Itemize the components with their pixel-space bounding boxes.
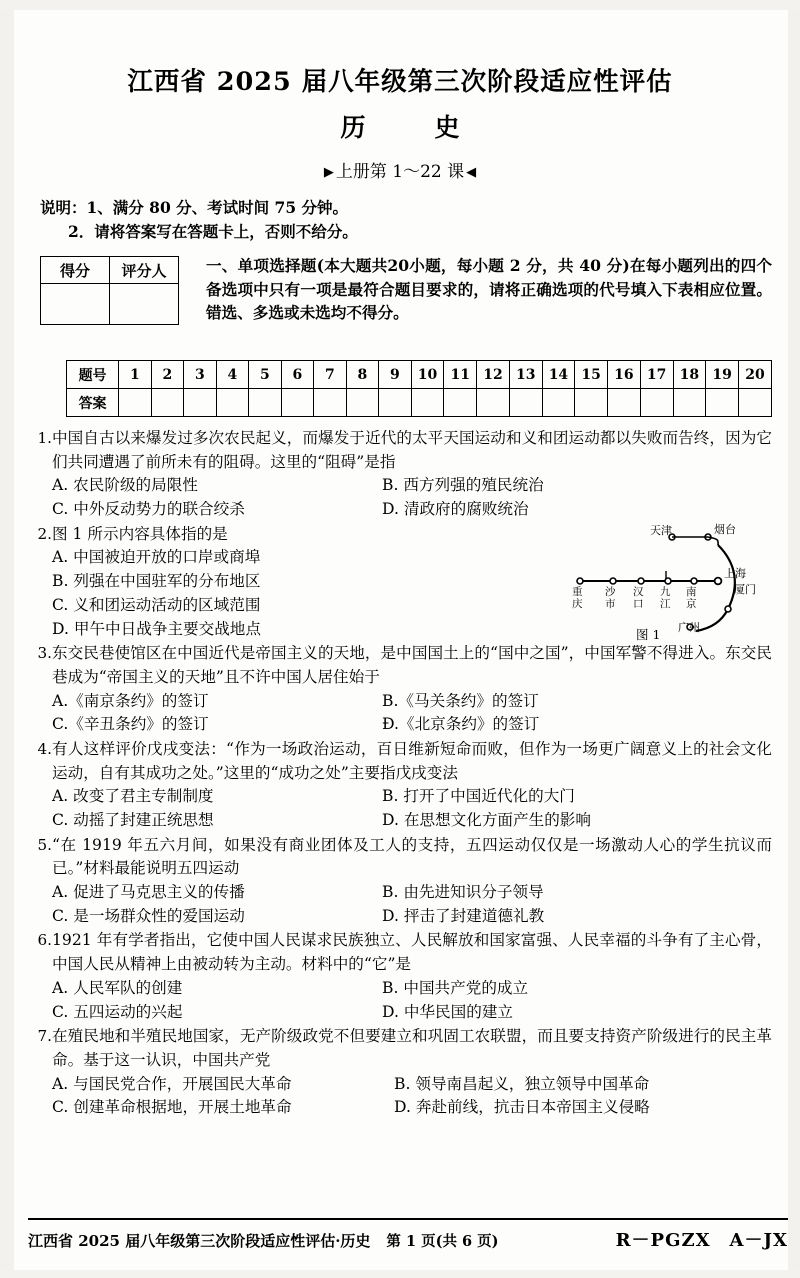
q-num-17: 17 [640, 361, 673, 389]
answer-grid-row-header-number: 题号 [67, 361, 119, 389]
answer-cell-5[interactable] [249, 389, 282, 417]
node-hankou [638, 578, 644, 584]
question-6-stem: 1921 年有学者指出，它使中国人民谋求民族独立、人民解放和国家富强、人民幸福的斗争有了主心骨，中国人民从精神上由被动转为主动。材料中的“它”是 [52, 931, 772, 974]
question-3-stem: 东交民巷使馆区在中国近代是帝国主义的天地，是中国国土上的“国中之国”，中国军警不得进入。东交民巷成为“帝国主义的天地”且不许中国人居住始于 [52, 644, 772, 686]
coastline-path [696, 545, 735, 631]
question-2-number: 2. [37, 524, 52, 543]
answer-grid-row-header-answer: 答案 [67, 389, 119, 417]
option-2-A[interactable]: A. 中国被迫开放的口岸或商埠 [52, 548, 261, 567]
option-7-C[interactable]: C. 创建革命根据地，开展土地革命 [52, 1098, 292, 1117]
answer-cell-9[interactable] [379, 389, 412, 417]
answer-cell-3[interactable] [184, 389, 217, 417]
footer-page-number: 第 1 页(共 6 页) [386, 1233, 499, 1250]
option-7-A[interactable]: A. 与国民党合作，开展国民大革命 [52, 1074, 292, 1093]
q-num-20: 20 [738, 361, 771, 389]
scope-line [28, 157, 772, 182]
answer-cell-12[interactable] [477, 389, 510, 417]
option-3-B[interactable]: B.《马关条约》的签订 [382, 691, 539, 710]
exam-notes [28, 196, 772, 244]
q-num-19: 19 [706, 361, 739, 389]
map-label-shashi-2: 市 [605, 597, 616, 610]
answer-cell-16[interactable] [608, 389, 641, 417]
q-num-13: 13 [509, 361, 542, 389]
question-1-number: 1. [37, 429, 52, 448]
triangle-left-icon: ▶ [323, 165, 334, 180]
map-label-shashi-1: 沙 [605, 585, 616, 598]
option-4-B[interactable]: B. 打开了中国近代化的大门 [382, 787, 575, 806]
q-num-15: 15 [575, 361, 608, 389]
page-footer [28, 1218, 788, 1252]
q-num-1: 1 [119, 361, 152, 389]
question-4 [28, 738, 772, 833]
answer-cell-8[interactable] [346, 389, 379, 417]
option-2-D[interactable]: D. 甲午中日战争主要交战地点 [52, 619, 261, 638]
option-6-C[interactable]: C. 五四运动的兴起 [52, 1002, 183, 1021]
answer-grid [66, 360, 772, 417]
map-label-hankou-2: 口 [633, 597, 644, 610]
node-shanghai [715, 577, 722, 584]
map-label-xiamen: 厦门 [734, 582, 756, 596]
q-num-9: 9 [379, 361, 412, 389]
question-6-options [28, 977, 772, 1024]
q-num-4: 4 [216, 361, 249, 389]
node-nanjing [691, 578, 697, 584]
scan-edge-bottom [0, 1270, 800, 1278]
q-num-8: 8 [346, 361, 379, 389]
q-num-18: 18 [673, 361, 706, 389]
question-2-stem: 图 1 所示内容具体指的是 [52, 524, 228, 543]
map-label-chongqing-2: 庆 [572, 597, 583, 610]
answer-cell-2[interactable] [151, 389, 184, 417]
question-3-options [28, 690, 772, 737]
map-label-hankou-1: 汉 [633, 585, 644, 598]
scan-edge-right [788, 0, 800, 1278]
option-7-D[interactable]: D. 奔赴前线，抗击日本帝国主义侵略 [394, 1098, 650, 1117]
table-row [67, 389, 772, 417]
map-label-chongqing-1: 重 [572, 585, 583, 598]
option-6-B[interactable]: B. 中国共产党的成立 [382, 978, 529, 997]
option-3-A[interactable]: A.《南京条约》的签订 [52, 691, 209, 710]
footer-paper-code: R－PGZX A－JX [615, 1230, 788, 1251]
q-num-5: 5 [249, 361, 282, 389]
score-and-instruction [28, 254, 772, 350]
option-3-C[interactable]: C.《辛丑条约》的签订 [52, 715, 209, 734]
option-5-D[interactable]: D. 抨击了封建道德礼教 [382, 906, 545, 925]
q-num-3: 3 [184, 361, 217, 389]
question-3-number: 3. [37, 644, 52, 663]
answer-cell-13[interactable] [509, 389, 542, 417]
score-cell-2 [110, 284, 179, 325]
answer-cell-7[interactable] [314, 389, 347, 417]
q-num-16: 16 [608, 361, 641, 389]
option-6-D[interactable]: D. 中华民国的建立 [382, 1002, 514, 1021]
question-list [28, 427, 772, 1120]
q-num-7: 7 [314, 361, 347, 389]
question-7 [28, 1025, 772, 1120]
note-line-2: 2．请将答案写在答题卡上，否则不给分。 [68, 222, 358, 242]
scope-text: 上册第 1～22 课 [335, 162, 465, 182]
map-diagram-svg [568, 523, 768, 643]
q-num-6: 6 [281, 361, 314, 389]
option-1-A[interactable]: A. 农民阶级的局限性 [52, 476, 198, 495]
question-2 [28, 523, 772, 641]
q-num-11: 11 [444, 361, 477, 389]
question-4-options [28, 785, 772, 832]
answer-cell-11[interactable] [444, 389, 477, 417]
question-1 [28, 427, 772, 522]
option-4-A[interactable]: A. 改变了君主专制制度 [52, 787, 214, 806]
q-num-2: 2 [151, 361, 184, 389]
map-label-jiujiang-2: 江 [660, 597, 671, 610]
node-jiujiang [665, 578, 671, 584]
map-label-yantai: 烟台 [714, 522, 736, 536]
question-7-options [28, 1073, 772, 1120]
question-3 [28, 642, 772, 737]
option-5-A[interactable]: A. 促进了马克思主义的传播 [52, 883, 245, 902]
answer-cell-15[interactable] [575, 389, 608, 417]
answer-cell-18[interactable] [673, 389, 706, 417]
question-1-stem: 中国自古以来爆发过多次农民起义，而爆发于近代的太平天国运动和义和团运动都以失败而告终，因为它们共同遭遇了前所未有的阻碍。这里的“阻碍”是指 [52, 429, 772, 471]
question-7-number: 7. [37, 1027, 52, 1046]
answer-cell-10[interactable] [411, 389, 444, 417]
answer-cell-6[interactable] [281, 389, 314, 417]
subject-title: 历 史 [340, 113, 482, 142]
option-7-B[interactable]: B. 领导南昌起义，独立领导中国革命 [394, 1074, 650, 1093]
question-4-number: 4. [37, 739, 52, 758]
answer-cell-14[interactable] [542, 389, 575, 417]
table-row [67, 361, 772, 389]
score-header-2: 评分人 [110, 257, 179, 284]
map-label-guangzhou: 广州 [678, 620, 700, 634]
option-3-D[interactable]: Ð.《北京条约》的签订 [382, 715, 540, 734]
score-cell-1 [41, 284, 110, 325]
map-label-tianjin: 天津 [650, 523, 672, 537]
question-1-options [28, 474, 772, 521]
option-4-C[interactable]: C. 动摇了封建正统思想 [52, 811, 214, 830]
triangle-right-icon: ◀ [466, 165, 477, 180]
question-4-stem: 有人这样评价戊戌变法：“作为一场政治运动，百日维新短命而败，但作为一场更广阔意义上的社会文化运动，自有其成功之处。”这里的“成功之处”主要指戊戌变法 [52, 739, 772, 782]
q-num-14: 14 [542, 361, 575, 389]
option-6-A[interactable]: A. 人民军队的创建 [52, 978, 183, 997]
question-5-number: 5. [37, 835, 52, 854]
score-header-1: 得分 [41, 257, 110, 284]
option-5-C[interactable]: C. 是一场群众性的爱国运动 [52, 906, 245, 925]
option-1-D[interactable]: D. 清政府的腐败统治 [382, 500, 529, 519]
q-num-10: 10 [411, 361, 444, 389]
map-label-jiujiang-1: 九 [660, 585, 671, 598]
question-6 [28, 929, 772, 1024]
option-2-B[interactable]: B. 列强在中国驻军的分布地区 [52, 572, 261, 591]
option-2-C[interactable]: C. 义和团运动活动的区域范围 [52, 595, 261, 614]
question-5-options [28, 881, 772, 928]
node-chongqing [577, 578, 583, 584]
figure-1-map [568, 523, 768, 643]
option-4-D[interactable]: D. 在思想文化方面产生的影响 [382, 811, 591, 830]
q-num-12: 12 [477, 361, 510, 389]
scan-edge-left [0, 0, 14, 1278]
map-label-nanjing-2: 京 [686, 597, 697, 610]
answer-cell-17[interactable] [640, 389, 673, 417]
map-label-shanghai: 上海 [724, 566, 746, 580]
footer-title: 江西省 2025 届八年级第三次阶段适应性评估·历史 [28, 1232, 371, 1250]
score-table [40, 256, 179, 325]
node-xiamen [725, 606, 731, 612]
option-5-B[interactable]: B. 由先进知识分子领导 [382, 883, 544, 902]
answer-cell-1[interactable] [119, 389, 152, 417]
page-content [28, 0, 772, 1121]
answer-cell-19[interactable] [706, 389, 739, 417]
question-6-number: 6. [37, 931, 52, 950]
map-label-nanjing-1: 南 [686, 585, 697, 598]
option-1-C[interactable]: C. 中外反动势力的联合绞杀 [52, 500, 245, 519]
node-shashi [610, 578, 616, 584]
question-5-stem: “在 1919 年五六月间，如果没有商业团体及工人的支持，五四运动仅仅是一场激动人心的学生抗议而已。”材料最能说明五四运动 [52, 835, 772, 878]
question-5 [28, 834, 772, 929]
figure-caption: 图 1 [636, 626, 661, 642]
section-instruction: 一、单项选择题(本大题共20小题，每小题 2 分，共 40 分)在每小题列出的四个备选项中只有一项是最符合题目要求的，请将正确选项的代号填入下表相应位置。错选、多选或未选均不得分。 [206, 256, 772, 323]
note-line-1: 说明：1、满分 80 分、考试时间 75 分钟。 [40, 198, 349, 217]
option-1-B[interactable]: B. 西方列强的殖民统治 [382, 476, 544, 495]
answer-cell-4[interactable] [216, 389, 249, 417]
answer-cell-20[interactable] [738, 389, 771, 417]
page-title: 江西省 2025 届八年级第三次阶段适应性评估 [127, 67, 673, 97]
question-7-stem: 在殖民地和半殖民地国家，无产阶级政党不但要建立和巩固工农联盟，而且要支持资产阶级进行的民主革命。基于这一认识，中国共产党 [52, 1027, 772, 1069]
